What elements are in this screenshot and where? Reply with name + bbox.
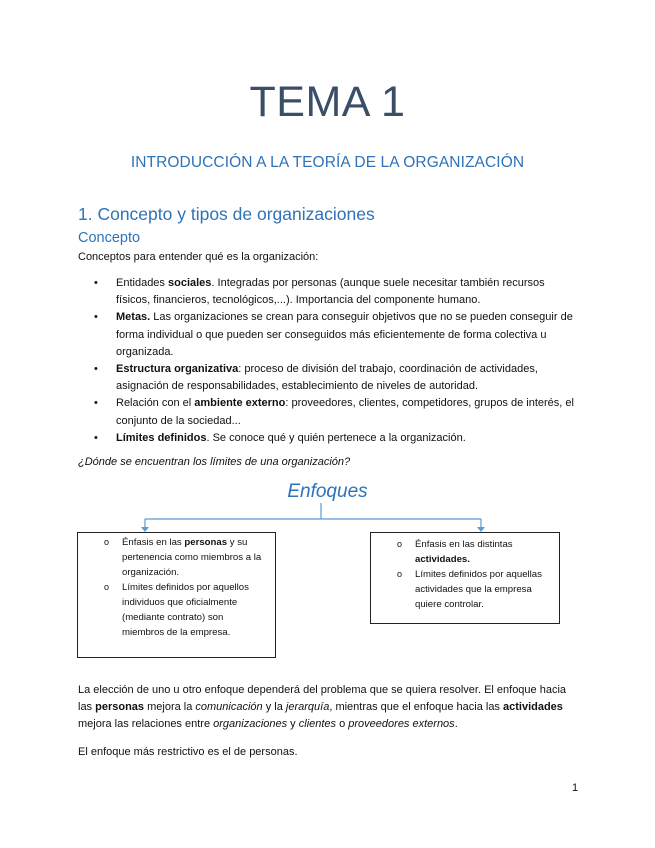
list-item: o Límites definidos por aquellos individuos que oficialmente (mediante contrato) son miembros de la empresa. bbox=[104, 582, 249, 638]
section-heading: 1. Concepto y tipos de organizaciones bbox=[78, 204, 375, 224]
bullet-icon: • bbox=[94, 431, 98, 444]
document-subtitle: INTRODUCCIÓN A LA TEORÍA DE LA ORGANIZACIÓN bbox=[130, 154, 525, 171]
list-item: • Estructura organizativa: proceso de división del trabajo, coordinación de actividades, asignación de responsabilidades, establecimiento de niveles de autoridad. bbox=[94, 363, 538, 393]
circle-bullet-icon: o bbox=[397, 539, 403, 549]
list-item: o Énfasis en las personas y su pertenencia como miembros a la organización. bbox=[104, 537, 262, 578]
bullet-icon: • bbox=[94, 397, 98, 410]
list-item: • Entidades sociales. Integradas por personas (aunque suele necesitar también recursos físicos, financieros, tecnológicos,...). Importancia del componente humano. bbox=[94, 277, 545, 307]
list-item: • Relación con el ambiente externo: proveedores, clientes, competidores, grupos de interés, el conjunto de la sociedad... bbox=[94, 397, 574, 427]
page-number: 1 bbox=[572, 782, 579, 794]
intro-text: Conceptos para entender qué es la organización: bbox=[78, 251, 319, 263]
list-item: • Metas. Las organizaciones se crean para conseguir objetivos que no se pueden conseguir de forma individual o que pueden ser conseguidos más eficientemente de forma colectiva u organizada. bbox=[94, 311, 573, 358]
list-item: o Límites definidos por aquellas actividades que la empresa quiere controlar. bbox=[397, 569, 542, 610]
circle-bullet-icon: o bbox=[104, 582, 110, 592]
bullet-icon: • bbox=[94, 363, 98, 376]
conclusion-paragraph: La elección de uno u otro enfoque dependerá del problema que se quiera resolver. El enfoque hacia las personas mejora la comunicación y la jerarquía, mientras que el enfoque hacia las actividades mejora las relaciones entre organizaciones y clientes o proveedores externos. bbox=[78, 684, 567, 731]
circle-bullet-icon: o bbox=[397, 569, 403, 579]
subsection-heading: Concepto bbox=[78, 230, 141, 246]
diagram-title: Enfoques bbox=[287, 481, 368, 502]
document-title: TEMA 1 bbox=[249, 78, 406, 126]
activities-approach-box bbox=[370, 532, 560, 624]
bullet-icon: • bbox=[94, 277, 98, 289]
list-item: • Límites definidos. Se conoce qué y quién pertenece a la organización. bbox=[94, 430, 574, 447]
final-paragraph: El enfoque más restrictivo es el de personas. bbox=[78, 746, 298, 758]
list-item: o Énfasis en las distintas actividades. bbox=[397, 539, 513, 565]
question-text: ¿Dónde se encuentran los límites de una organización? bbox=[78, 456, 351, 468]
bullet-icon: • bbox=[94, 311, 98, 324]
people-approach-box bbox=[77, 532, 276, 658]
circle-bullet-icon: o bbox=[104, 537, 110, 547]
